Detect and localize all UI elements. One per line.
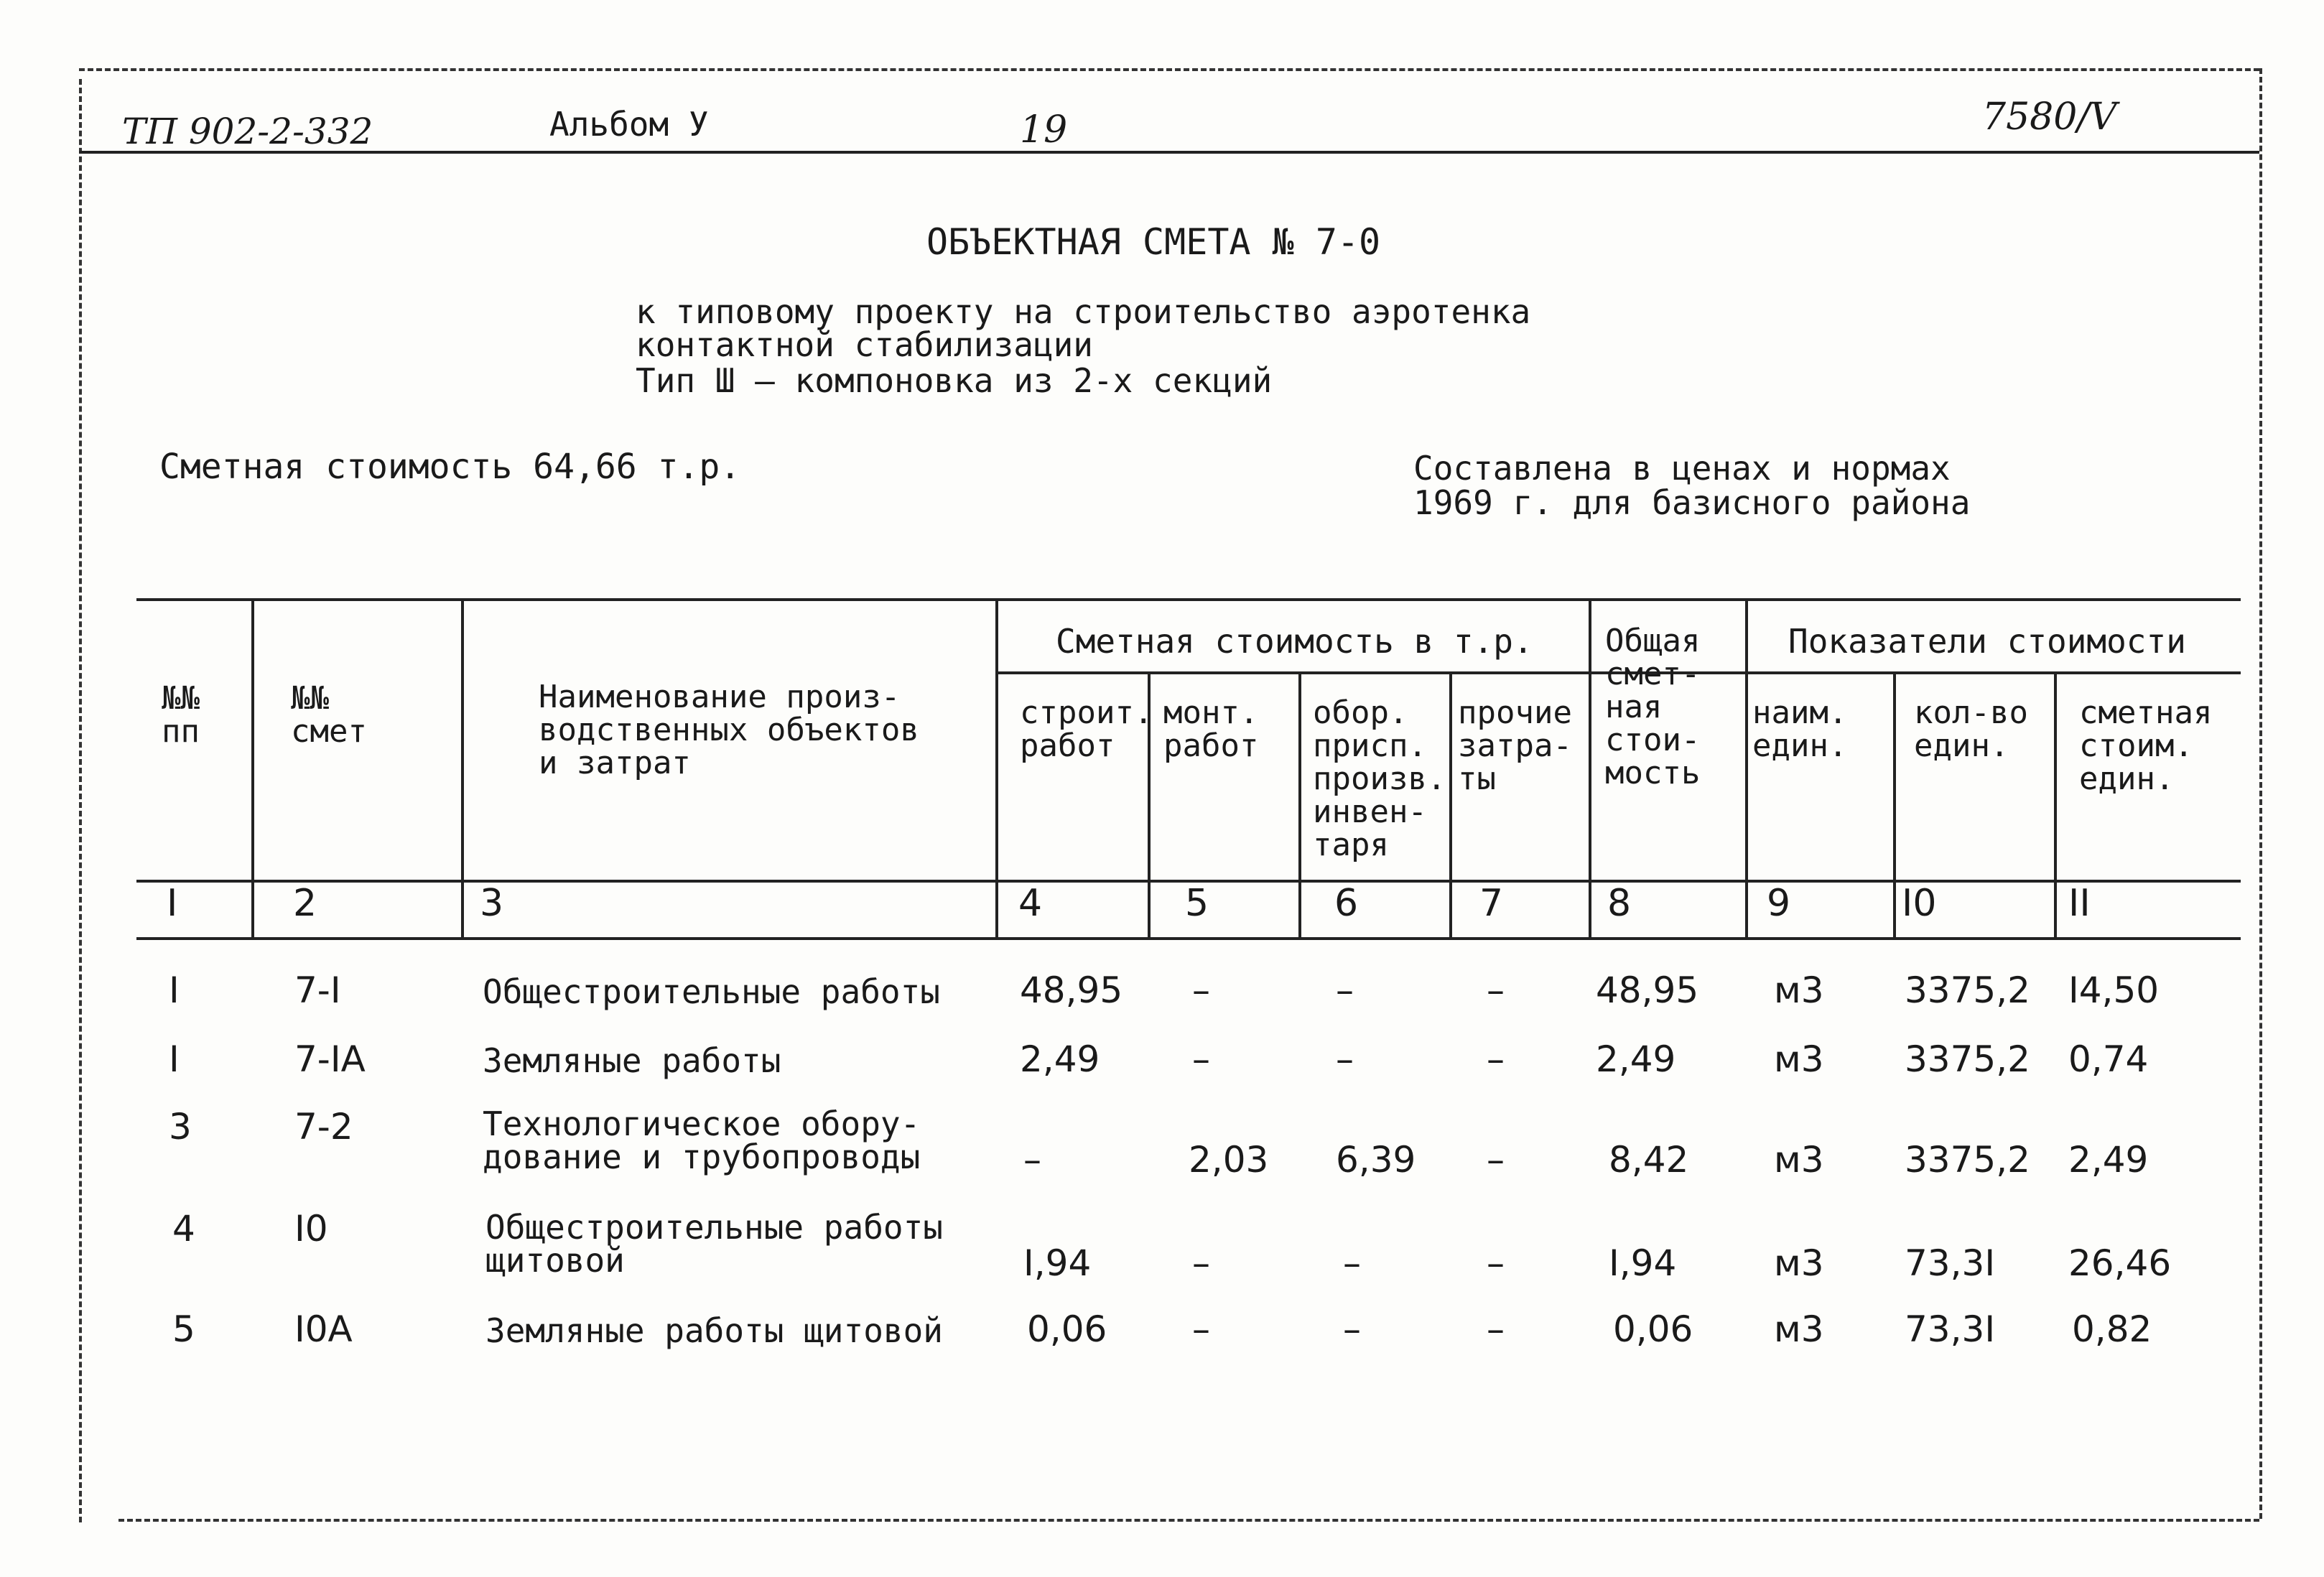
col-sep-10 (2054, 671, 2057, 937)
col-sep-6 (1449, 671, 1452, 937)
col-number-4: 4 (1018, 882, 1043, 925)
col-number-6: 6 (1334, 882, 1359, 925)
col-sep-9 (1893, 671, 1896, 937)
header-build-works: строит. работ (1020, 694, 1153, 764)
estimated-cost: Сметная стоимость 64,66 т.р. (159, 447, 741, 487)
row1-mont: – (1192, 969, 1210, 1011)
row4-total: I,94 (1609, 1242, 1677, 1284)
row5-n: 5 (172, 1308, 195, 1350)
row3-smeta: 7-2 (294, 1106, 353, 1148)
col-sep-7 (1589, 598, 1591, 937)
table-top-rule (136, 598, 2241, 601)
row4-smeta: I0 (294, 1208, 328, 1250)
col-number-1: I (167, 882, 178, 925)
header-pp: №№ пп (162, 680, 200, 750)
row4-build: I,94 (1023, 1242, 1092, 1284)
page-title: ОБЪЕКТНАЯ СМЕТА № 7-0 (926, 221, 1381, 263)
row2-other: – (1487, 1038, 1505, 1080)
frame-top (79, 68, 2259, 71)
col-sep-1 (251, 598, 254, 937)
col-number-7: 7 (1479, 882, 1504, 925)
group-header-cost: Сметная стоимость в т.р. (1056, 622, 1533, 661)
subtitle-line-1: к типовому проекту на строительство аэротенка (636, 292, 1531, 331)
row1-build: 48,95 (1020, 969, 1123, 1011)
header-unit-cost: сметная стоим. един. (2079, 694, 2213, 797)
frame-left (79, 79, 82, 1522)
row5-other: – (1487, 1308, 1505, 1350)
row4-mont: – (1192, 1242, 1210, 1284)
row3-unit: м3 (1774, 1139, 1824, 1181)
row1-qty: 3375,2 (1905, 969, 2030, 1011)
inventory-number: 7580/V (1982, 96, 2117, 139)
row2-unit: м3 (1774, 1038, 1824, 1080)
row1-smeta: 7-I (294, 969, 341, 1011)
header-mount-works: монт. работ (1163, 694, 1259, 764)
row4-unit: м3 (1774, 1242, 1824, 1284)
col-sep-2 (461, 598, 464, 937)
row1-other: – (1487, 969, 1505, 1011)
row2-mont: – (1192, 1038, 1210, 1080)
row5-unit: м3 (1774, 1308, 1824, 1350)
row4-other: – (1487, 1242, 1505, 1284)
header-name: Наименование произ- водственных объектов и затрат (539, 679, 919, 781)
stamp-underline (79, 151, 2259, 154)
row4-qty: 73,3I (1905, 1242, 1996, 1284)
prices-note-line-1: Составлена в ценах и нормах (1413, 449, 1951, 488)
page-number: 19 (1020, 108, 1068, 152)
col-number-11: II (2068, 882, 2091, 925)
row2-ucost: 0,74 (2068, 1038, 2149, 1080)
row2-equip: – (1336, 1038, 1354, 1080)
col-number-5: 5 (1185, 882, 1209, 925)
row3-mont: 2,03 (1189, 1139, 1269, 1181)
col-sep-8 (1745, 598, 1748, 937)
row5-build: 0,06 (1027, 1308, 1107, 1350)
row2-qty: 3375,2 (1905, 1038, 2030, 1080)
group-header-indicators: Показатели стоимости (1788, 622, 2186, 661)
prices-note-line-2: 1969 г. для базисного района (1413, 483, 1971, 522)
col-sep-5 (1298, 671, 1301, 937)
album-label: Альбом У (549, 105, 709, 144)
row5-name: Земляные работы щитовой (485, 1311, 943, 1350)
header-unit-qty: кол-во един. (1914, 694, 2028, 764)
row2-name: Земляные работы (483, 1041, 781, 1080)
header-total-cost: Общая смет- ная стои- мость (1605, 623, 1701, 791)
row3-qty: 3375,2 (1905, 1139, 2030, 1181)
header-equipment: обор. присп. произв. инвен- таря (1313, 694, 1446, 863)
row1-name: Общестроительные работы (483, 972, 940, 1011)
row3-equip: 6,39 (1336, 1139, 1416, 1181)
row3-other: – (1487, 1139, 1505, 1181)
row1-unit: м3 (1774, 969, 1824, 1011)
frame-right (2259, 68, 2262, 1519)
col-numbers-rule (136, 937, 2241, 940)
row3-ucost: 2,49 (2068, 1139, 2149, 1181)
row2-total: 2,49 (1596, 1038, 1676, 1080)
row5-equip: – (1343, 1308, 1361, 1350)
row2-build: 2,49 (1020, 1038, 1100, 1080)
col-sep-3 (995, 598, 998, 937)
row3-name: Технологическое обору- дование и трубопроводы (483, 1104, 921, 1176)
row4-n: 4 (172, 1208, 195, 1250)
row1-equip: – (1336, 969, 1354, 1011)
row5-qty: 73,3I (1905, 1308, 1996, 1350)
row5-mont: – (1192, 1308, 1210, 1350)
subtitle-line-3: Тип Ш – компоновка из 2-х секций (636, 361, 1273, 400)
row2-smeta: 7-IA (294, 1038, 366, 1080)
header-unit-name: наим. един. (1752, 694, 1848, 764)
col-number-9: 9 (1767, 882, 1791, 925)
row1-ucost: I4,50 (2068, 969, 2160, 1011)
col-number-10: I0 (1902, 882, 1937, 925)
frame-bottom (118, 1519, 2259, 1522)
row5-total: 0,06 (1613, 1308, 1693, 1350)
row4-equip: – (1343, 1242, 1361, 1284)
row5-ucost: 0,82 (2072, 1308, 2152, 1350)
project-code: ТП 902-2-332 (122, 111, 373, 152)
row3-build: – (1023, 1139, 1041, 1181)
col-number-3: 3 (480, 882, 504, 925)
header-smeta: №№ смет (291, 680, 367, 750)
col-number-2: 2 (293, 882, 317, 925)
subtitle-line-2: контактной стабилизации (636, 325, 1093, 364)
col-number-8: 8 (1607, 882, 1632, 925)
row4-ucost: 26,46 (2068, 1242, 2172, 1284)
row5-smeta: I0A (294, 1308, 353, 1350)
row2-n: I (169, 1038, 180, 1080)
row1-n: I (169, 969, 180, 1011)
row3-total: 8,42 (1609, 1139, 1689, 1181)
row4-name: Общестроительные работы щитовой (485, 1208, 943, 1280)
header-other-costs: прочие затра- ты (1458, 694, 1572, 797)
row1-total: 48,95 (1596, 969, 1699, 1011)
row3-n: 3 (169, 1106, 192, 1148)
